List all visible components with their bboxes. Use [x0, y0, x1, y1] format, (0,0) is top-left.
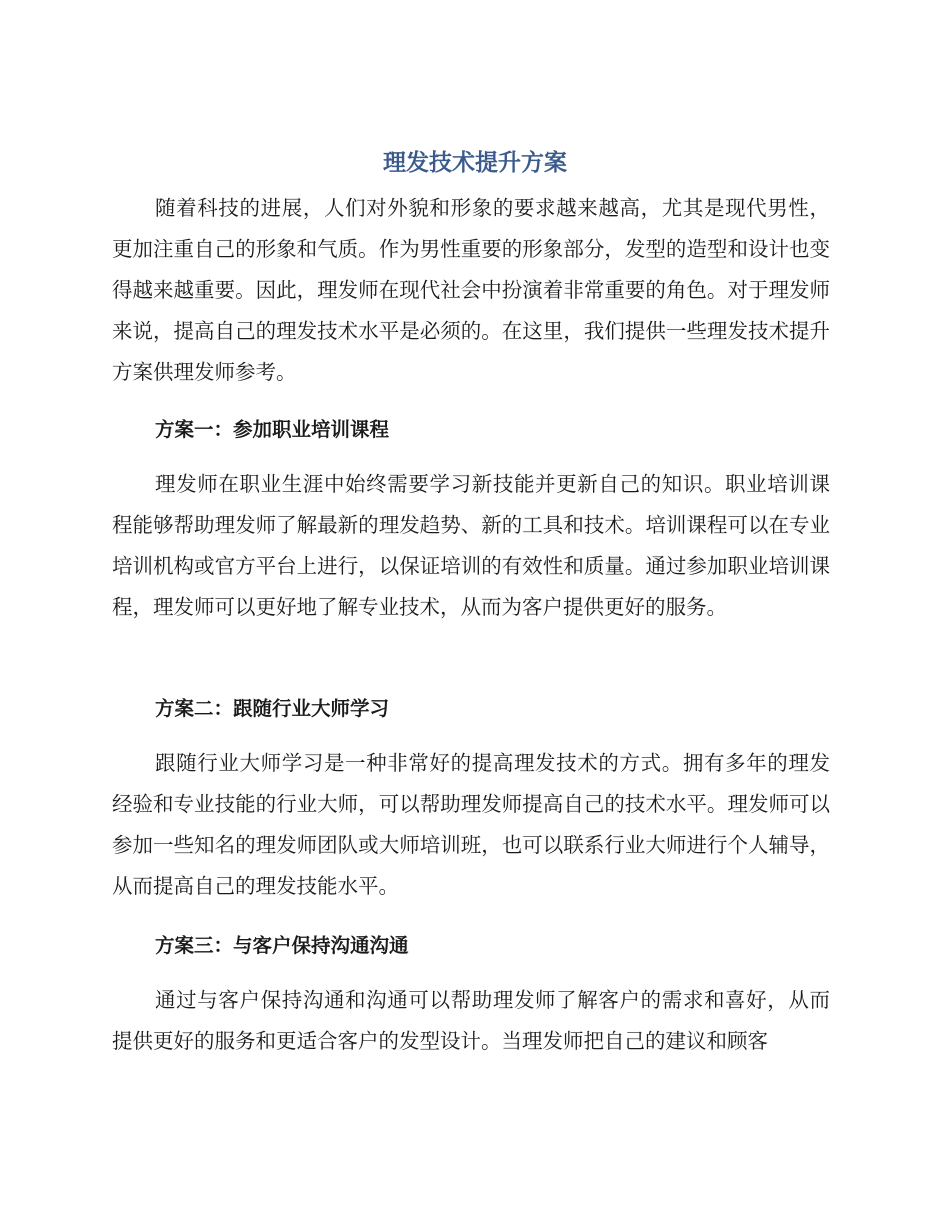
- section-body-2: 跟随行业大师学习是一种非常好的提高理发技术的方式。拥有多年的理发经验和专业技能的行业大师，可以帮助理发师提高自己的技术水平。理发师可以参加一些知名的理发师团队或大师培训班，也可以联系行业大师进行个人辅导，从而提高自己的理发技能水平。: [112, 751, 830, 898]
- section-heading-3: 方案三：与客户保持沟通沟通: [155, 934, 409, 957]
- section-heading-1: 方案一：参加职业培训课程: [155, 418, 390, 441]
- document-title: 理发技术提升方案: [383, 150, 567, 176]
- section-body-1: 理发师在职业生涯中始终需要学习新技能并更新自己的知识。职业培训课程能够帮助理发师了解最新的理发趋势、新的工具和技术。培训课程可以在专业培训机构或官方平台上进行，以保证培训的有效性和质量。通过参加职业培训课程，理发师可以更好地了解专业技术，从而为客户提供更好的服务。: [112, 472, 830, 619]
- intro-paragraph: 随着科技的进展，人们对外貌和形象的要求越来越高，尤其是现代男性，更加注重自己的形象和气质。作为男性重要的形象部分，发型的造型和设计也变得越来越重要。因此，理发师在现代社会中扮演着非常重要的角色。对于理发师来说，提高自己的理发技术水平是必须的。在这里，我们提供一些理发技术提升方案供理发师参考。: [112, 196, 830, 384]
- section-body-3: 通过与客户保持沟通和沟通可以帮助理发师了解客户的需求和喜好，从而提供更好的服务和更适合客户的发型设计。当理发师把自己的建议和顾客: [112, 988, 830, 1053]
- section-heading-2: 方案二：跟随行业大师学习: [155, 697, 390, 720]
